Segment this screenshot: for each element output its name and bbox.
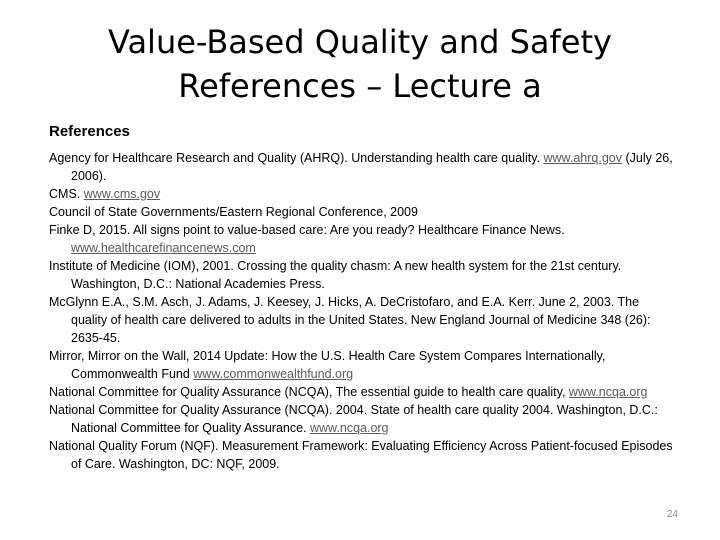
reference-text: McGlynn E.A., S.M. Asch, J. Adams, J. Keesey, J. Hicks, A. DeCristofaro, and E.A. Kerr. June 2, 2003. The quality of health care delivered to adults in the United States. New England Journal of Medicine 348 (26): 2635-45. xyxy=(49,295,651,345)
reference-item xyxy=(49,221,677,257)
slide-title-line-2: References – Lecture a xyxy=(178,67,542,105)
reference-link[interactable]: www.ncqa.org xyxy=(310,421,389,435)
reference-text: National Quality Forum (NQF). Measurement Framework: Evaluating Efficiency Across Patient-focused Episodes of Care. Washington, DC: NQF, 2009. xyxy=(49,439,673,471)
reference-item xyxy=(49,185,677,203)
reference-text: Institute of Medicine (IOM), 2001. Crossing the quality chasm: A new health system for the 21st century. Washington, D.C.: National Academies Press. xyxy=(49,259,622,291)
reference-list xyxy=(49,149,677,473)
reference-link[interactable]: www.ncqa.org xyxy=(568,385,648,399)
reference-item xyxy=(49,257,677,293)
page-number: 24 xyxy=(666,509,678,520)
reference-text: Council of State Governments/Eastern Regional Conference, 2009 xyxy=(49,205,418,219)
reference-link[interactable]: www.commonwealthfund.org xyxy=(193,367,354,381)
reference-text: Mirror, Mirror on the Wall, 2014 Update: How the U.S. Health Care System Compares Internationally, Commonwealth Fund xyxy=(49,349,606,381)
reference-link[interactable]: www.cms.gov xyxy=(83,187,161,201)
reference-item xyxy=(49,383,677,401)
reference-text: National Committee for Quality Assurance (NCQA). 2004. State of health care quality 2004. Washington, D.C.: National Committee for Quality Assurance. xyxy=(49,403,658,435)
slide-title xyxy=(40,20,680,108)
reference-text: Finke D, 2015. All signs point to value-based care: Are you ready? Healthcare Finance News. xyxy=(49,223,565,237)
reference-item xyxy=(49,203,677,221)
reference-item xyxy=(49,149,677,185)
reference-item xyxy=(49,347,677,383)
reference-item xyxy=(49,437,677,473)
reference-item xyxy=(49,401,677,437)
reference-link[interactable]: www.healthcarefinancenews.com xyxy=(71,241,256,255)
references-heading: References xyxy=(49,123,130,140)
reference-text: National Committee for Quality Assurance (NCQA), The essential guide to health care quality, xyxy=(49,385,569,399)
reference-text-after: (July 26, 2006). xyxy=(71,151,673,183)
reference-text: CMS. xyxy=(49,187,84,201)
reference-link[interactable]: www.ahrq.gov xyxy=(543,151,622,165)
slide-title-line-1: Value-Based Quality and Safety xyxy=(108,23,612,61)
reference-item xyxy=(49,293,677,347)
reference-text: Agency for Healthcare Research and Quality (AHRQ). Understanding health care quality. xyxy=(49,151,544,165)
